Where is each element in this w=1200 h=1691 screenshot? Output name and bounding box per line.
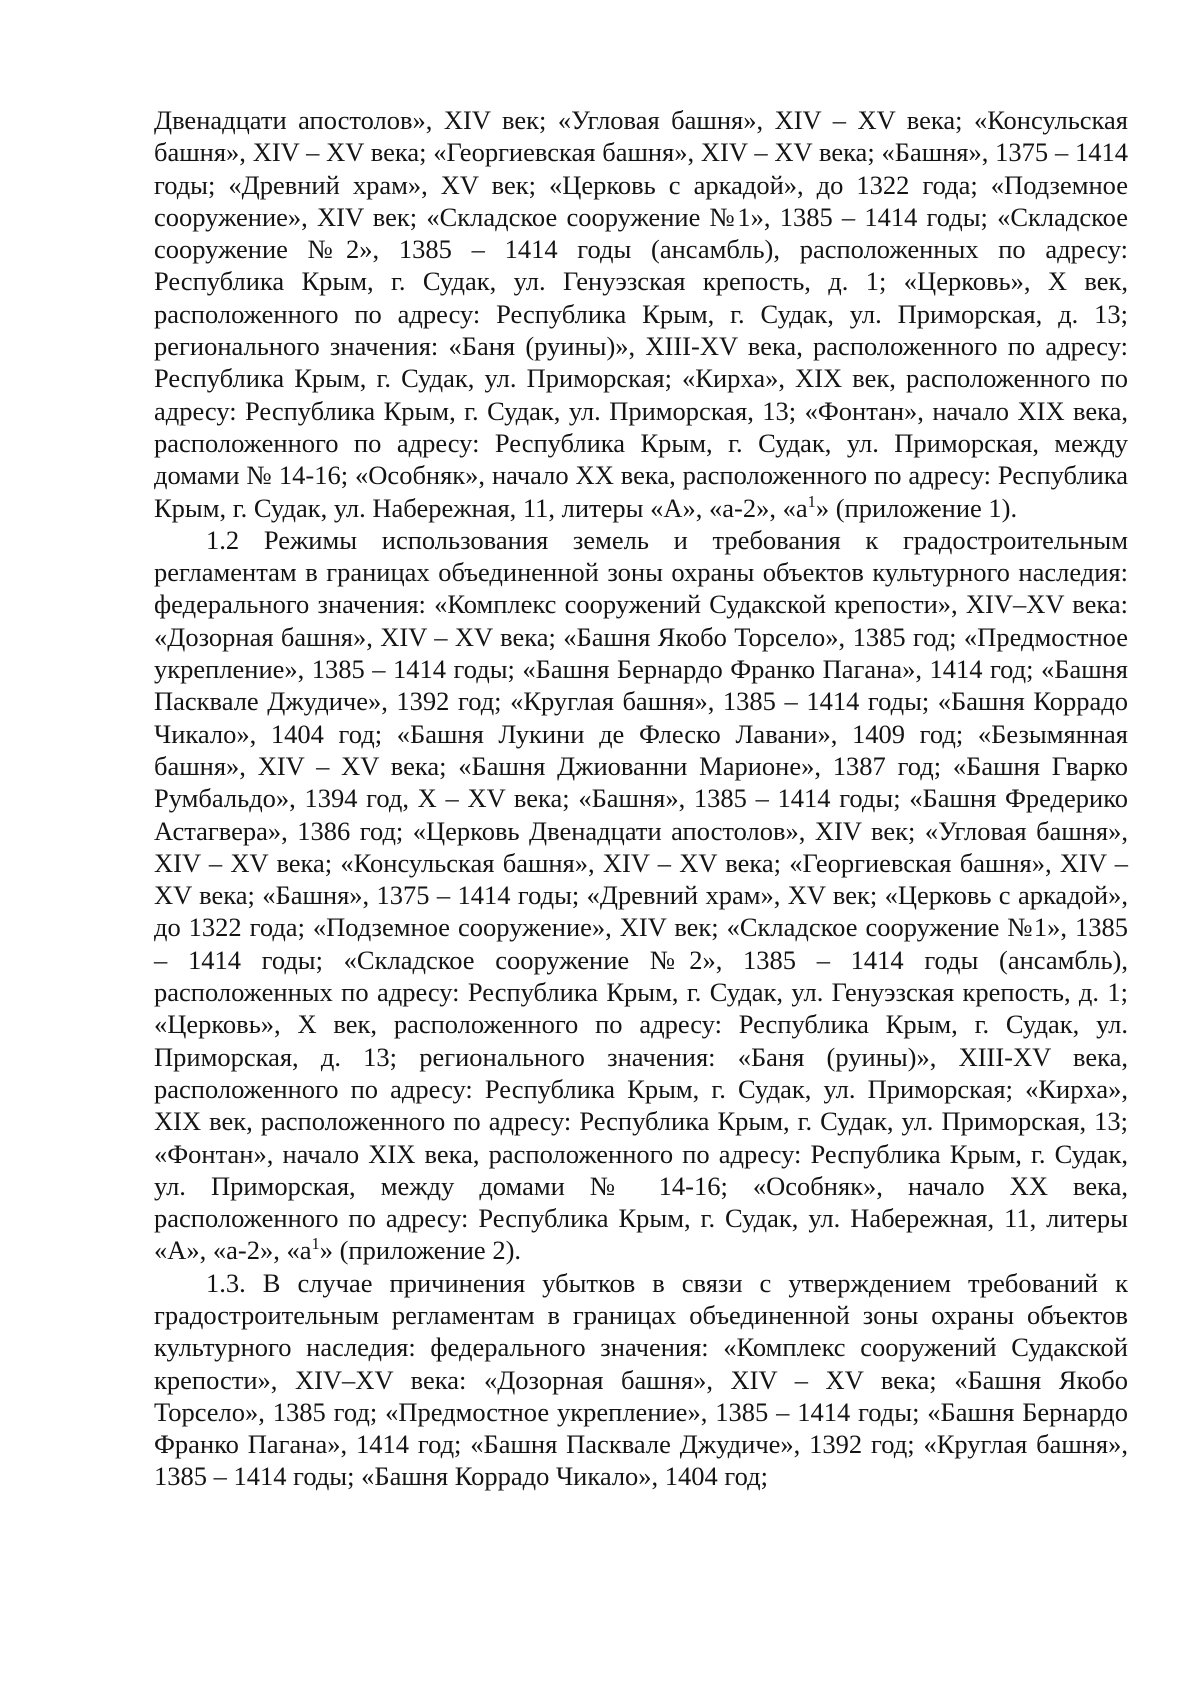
superscript: 1 <box>311 1234 320 1254</box>
paragraph-continuation <box>154 104 1128 524</box>
paragraph-text: 1.3. В случае причинения убытков в связи с утверждением требований к градостроительным регламентам в границах объединенной зоны охраны объектов культурного наследия: федерального значения: «Комплекс сооружений Судакской крепости», XIV–XV века: «Дозорная башня», XIV – XV века; «Башня Якобо Торсело», 1385 год; «Предмостное укрепление», 1385 – 1414 годы; «Башня Бернардо Франко Пагана», 1414 год; «Башня Пасквале Джудиче», 1392 год; «Круглая башня», 1385 – 1414 годы; «Башня Коррадо Чикало», 1404 год; <box>154 1267 1128 1492</box>
paragraph-tail: » (приложение 1). <box>815 492 1018 523</box>
document-body <box>154 104 1128 1493</box>
paragraph-text: 1.2 Режимы использования земель и требования к градостроительным регламентам в границах объединенной зоны охраны объектов культурного наследия: федерального значения: «Комплекс сооружений Судакской крепости», XIV–XV века: «Дозорная башня», XIV – XV века; «Башня Якобо Торсело», 1385 год; «Предмостное укрепление», 1385 – 1414 годы; «Башня Бернардо Франко Пагана», 1414 год; «Башня Пасквале Джудиче», 1392 год; «Круглая башня», 1385 – 1414 годы; «Башня Коррадо Чикало», 1404 год; «Башня Лукини де Флеско Лавани», 1409 год; «Безымянная башня», XIV – XV века; «Башня Джиованни Марионе», 1387 год; «Башня Гварко Румбальдо», 1394 год, X – XV века; «Башня», 1385 – 1414 годы; «Башня Фредерико Астагвера», 1386 год; «Церковь Двенадцати апостолов», XIV век; «Угловая башня», XIV – XV века; «Консульская башня», XIV – XV века; «Георгиевская башня», XIV – XV века; «Башня», 1375 – 1414 годы; «Древний храм», XV век; «Церковь с аркадой», до 1322 года; «Подземное сооружение», XIV век; «Складское сооружение №1», 1385 – 1414 годы; «Складское сооружение №2», 1385 – 1414 годы (ансамбль), расположенных по адресу: Республика Крым, г. Судак, ул. Генуэзская крепость, д. 1; «Церковь», X век, расположенного по адресу: Республика Крым, г. Судак, ул. Приморская, д. 13; регионального значения: «Баня (руины)», XIII-XV века, расположенного по адресу: Республика Крым, г. Судак, ул. Приморская; «Кирха», XIX век, расположенного по адресу: Республика Крым, г. Судак, ул. Приморская, 13; «Фонтан», начало XIX века, расположенного по адресу: Республика Крым, г. Судак, ул. Приморская, между домами № 14-16; «Особняк», начало XX века, расположенного по адресу: Республика Крым, г. Судак, ул. Набережная, 11, литеры «А», «а-2», «а <box>154 524 1128 1266</box>
paragraph-1-2 <box>154 524 1128 1267</box>
paragraph-1-3 <box>154 1267 1128 1493</box>
paragraph-text: Двенадцати апостолов», XIV век; «Угловая башня», XIV – XV века; «Консульская башня», XIV – XV века; «Георгиевская башня», XIV – XV века; «Башня», 1375 – 1414 годы; «Древний храм», XV век; «Церковь с аркадой», до 1322 года; «Подземное сооружение», XIV век; «Складское сооружение №1», 1385 – 1414 годы; «Складское сооружение №2», 1385 – 1414 годы (ансамбль), расположенных по адресу: Республика Крым, г. Судак, ул. Генуэзская крепость, д. 1; «Церковь», X век, расположенного по адресу: Республика Крым, г. Судак, ул. Приморская, д. 13; регионального значения: «Баня (руины)», XIII-XV века, расположенного по адресу: Республика Крым, г. Судак, ул. Приморская; «Кирха», XIX век, расположенного по адресу: Республика Крым, г. Судак, ул. Приморская, 13; «Фонтан», начало XIX века, расположенного по адресу: Республика Крым, г. Судак, ул. Приморская, между домами № 14-16; «Особняк», начало XX века, расположенного по адресу: Республика Крым, г. Судак, ул. Набережная, 11, литеры «А», «а-2», «а <box>154 105 1128 523</box>
paragraph-tail: » (приложение 2). <box>319 1235 522 1266</box>
superscript: 1 <box>807 491 816 511</box>
